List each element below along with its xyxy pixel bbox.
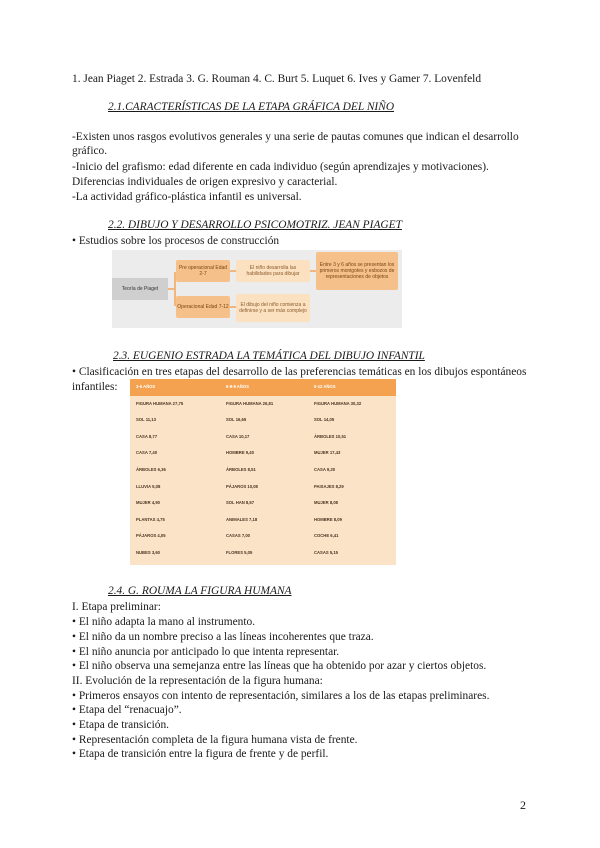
- table-header-cell: 6-8-9 AÑOS: [226, 384, 249, 389]
- table-cell: FIGURA HUMANA 30,32: [314, 400, 362, 406]
- table-header-row: [130, 379, 396, 396]
- table-cell: CASA 7,40: [136, 450, 158, 456]
- table-cell: SOL 11,13: [136, 417, 156, 423]
- section-2-4-stage-2-bullet: • Etapa del “renacuajo”.: [72, 703, 182, 718]
- table-cell: PAISAJES 8,29: [314, 483, 344, 489]
- table-row: [130, 429, 396, 446]
- section-2-2-title: 2.2. DIBUJO Y DESARROLLO PSICOMOTRIZ. JEAN PIAGET: [108, 219, 402, 231]
- table-row: [130, 412, 396, 429]
- table-cell: CASAS 7,00: [226, 533, 250, 539]
- table-row: [130, 528, 396, 545]
- table-cell: ÁRBOLES 6,36: [136, 467, 166, 472]
- table-cell: SOL 16,65: [226, 417, 247, 423]
- table-cell: CASA 8,77: [136, 433, 158, 439]
- table-row: [130, 479, 396, 496]
- table-cell: COCHE 6,41: [314, 533, 339, 539]
- section-2-3-title: 2.3. EUGENIO ESTRADA LA TEMÁTICA DEL DIBUJO INFANTIL: [113, 350, 425, 362]
- section-2-4-stage-2-bullet: • Primeros ensayos con intento de representación, similares a los de las etapas preliminares.: [72, 689, 489, 704]
- section-2-4-stage-2-bullet: • Etapa de transición entre la figura de frente y de perfil.: [72, 747, 328, 762]
- section-2-4-stage-1-bullet: • El niño da un nombre preciso a las líneas incoherentes que traza.: [72, 630, 374, 645]
- section-2-1-line-2: gráfico.: [72, 145, 108, 157]
- diagram-note: Entre 3 y 6 años se presentan los primeros monigotes y esbozos de representaciones de objetos: [316, 252, 398, 290]
- authors-line: 1. Jean Piaget 2. Estrada 3. G. Rouman 4. C. Burt 5. Luquet 6. Ives y Gamer 7. Lovenfeld: [72, 73, 482, 85]
- table-cell: PÁJAROS 4,05: [136, 533, 166, 539]
- table-row: [130, 495, 396, 512]
- section-2-4-stage-1-bullet: • El niño anuncia por anticipado lo que intenta representar.: [72, 645, 339, 660]
- table-cell: ÁRBOLES 10,51: [314, 433, 347, 439]
- diagram-desc-2: El dibujo del niño comienza a definirse y a ser más complejo: [236, 294, 310, 322]
- table-cell: FLORES 5,05: [226, 550, 253, 555]
- table-cell: CASAS 5,15: [314, 550, 338, 555]
- table-row: [130, 545, 396, 562]
- section-2-1-line-1: -Existen unos rasgos evolutivos generales y una serie de pautas comunes que indican el desarrollo: [72, 131, 519, 143]
- section-2-3-bullet: • Clasificación en tres etapas del desarrollo de las preferencias temáticas en los dibujos espontáneos: [72, 365, 526, 380]
- table-cell: CASA 10,17: [226, 433, 250, 439]
- table-cell: NUBES 3,60: [136, 550, 160, 555]
- section-2-4-stage-2-label: II. Evolución de la representación de la figura humana:: [72, 675, 323, 687]
- table-cell: FIGURA HUMANA 27,75: [136, 400, 184, 406]
- diagram-stage-preoperational: Pre operacional Edad 2-7: [176, 260, 230, 282]
- section-2-4-stage-1-label: I. Etapa preliminar:: [72, 601, 161, 613]
- section-2-4-stage-1-bullet: • El niño observa una semejanza entre las líneas que ha obtenido por azar y ciertos objetos.: [72, 659, 486, 674]
- table-cell: FIGURA HUMANA 26,81: [226, 400, 274, 406]
- table-row: [130, 396, 396, 413]
- table-cell: MUJER 4,90: [136, 500, 160, 506]
- section-2-4-stage-1-bullet: • El niño adapta la mano al instrumento.: [72, 615, 255, 630]
- table-cell: HOMBRE 9,40: [226, 450, 254, 456]
- section-2-1-line-3: -Inicio del grafismo: edad diferente en cada individuo (según aprendizajes y motivaciones).: [72, 161, 489, 173]
- table-header-cell: 3-6 AÑOS: [136, 384, 156, 389]
- table-cell: MUJER 17,43: [314, 450, 341, 456]
- table-cell: ANIMALES 7,18: [226, 516, 258, 522]
- table-row: [130, 445, 396, 462]
- table-cell: SOL 14,05: [314, 417, 335, 423]
- section-2-1-line-5: -La actividad gráfico-plástica infantil es universal.: [72, 191, 302, 203]
- table-cell: PLANTAS 4,75: [136, 516, 165, 522]
- diagram-stage-operational: Operacional Edad 7-12: [176, 296, 230, 318]
- piaget-diagram: [112, 250, 402, 328]
- section-2-1-title: 2.1.CARACTERÍSTICAS DE LA ETAPA GRÁFICA DEL NIÑO: [108, 101, 395, 113]
- diagram-desc-1: El niño desarrolla las habilidades para dibujar: [236, 260, 310, 282]
- section-2-4-title: 2.4. G. ROUMA LA FIGURA HUMANA: [108, 585, 292, 597]
- section-2-4-stage-2-bullet: • Etapa de transición.: [72, 718, 169, 733]
- table-cell: PÁJAROS 10,08: [226, 483, 258, 489]
- table-row: [130, 462, 396, 479]
- section-2-3-bullet-cont: infantiles:: [72, 381, 118, 393]
- table-header-cell: 9-12 AÑOS: [314, 384, 336, 389]
- table-row: [130, 512, 396, 529]
- section-2-2-bullet: • Estudios sobre los procesos de construcción: [72, 234, 279, 249]
- estrada-table: [130, 379, 396, 565]
- table-cell: SOL HAN 8,57: [226, 500, 255, 506]
- page-number: 2: [520, 798, 526, 812]
- diagram-root: Teoría de Piaget: [112, 278, 168, 300]
- table-cell: ÁRBOLES 8,51: [226, 467, 256, 472]
- table-cell: MUJER 8,08: [314, 500, 338, 506]
- section-2-1-line-4: Diferencias individuales de origen expresivo y caracterial.: [72, 176, 338, 188]
- table-cell: LLUVIA 5,08: [136, 483, 161, 489]
- table-cell: HOMBRE 8,09: [314, 516, 342, 522]
- section-2-4-stage-2-bullet: • Representación completa de la figura humana vista de frente.: [72, 733, 357, 748]
- table-cell: CASA 9,30: [314, 467, 336, 472]
